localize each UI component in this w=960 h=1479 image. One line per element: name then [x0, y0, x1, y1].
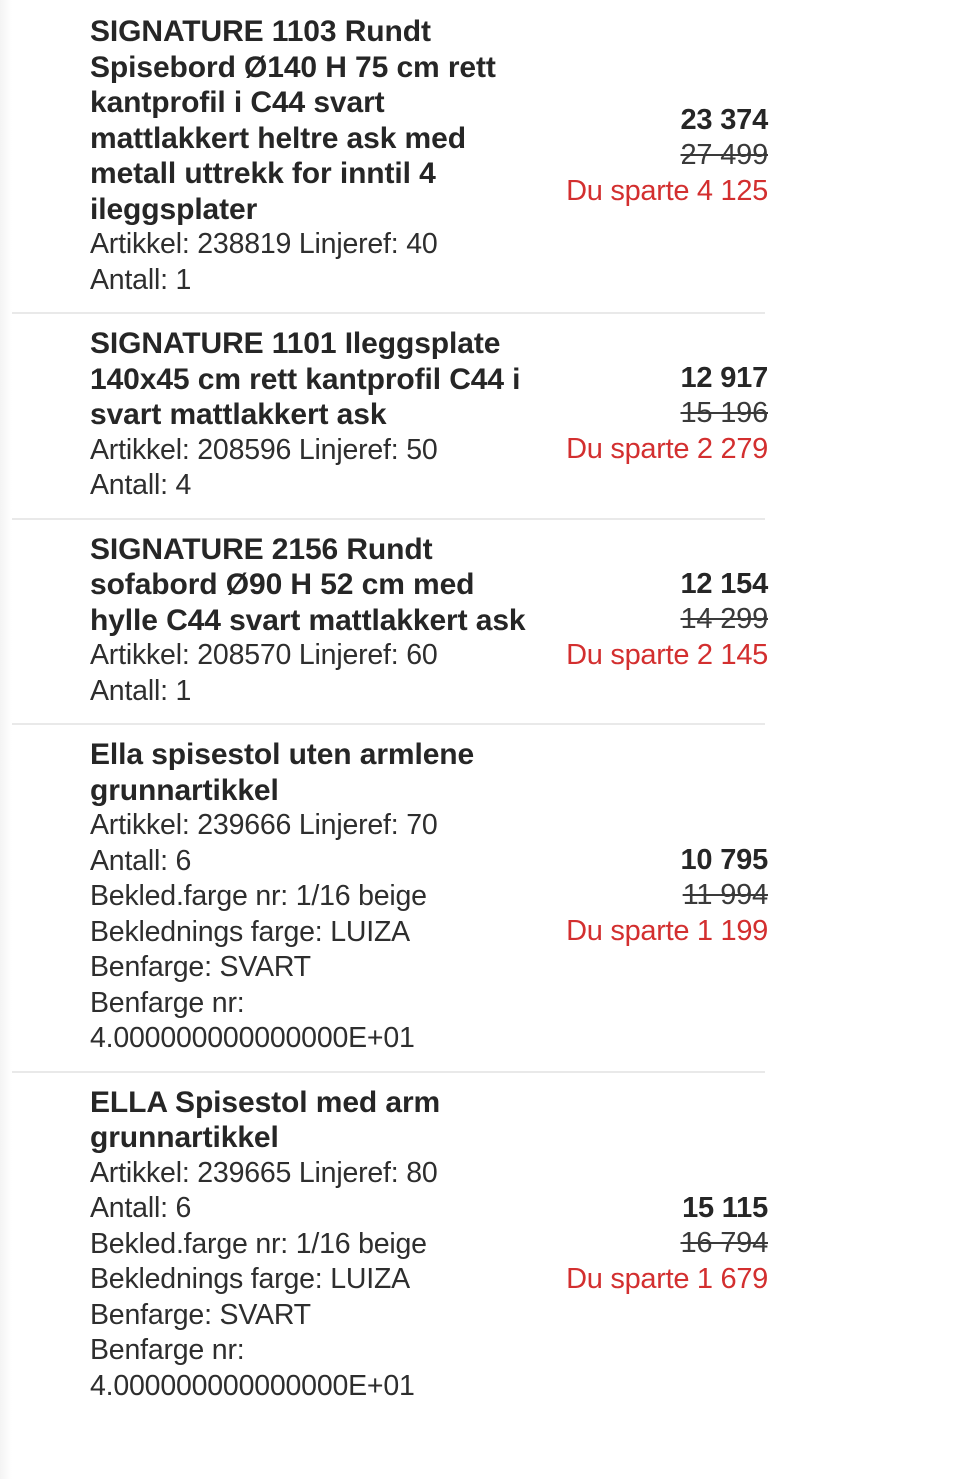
item-current-price: 12 154 — [680, 567, 768, 600]
item-article-ref: Artikkel: 208596 Linjeref: 50 — [90, 433, 438, 466]
item-title: SIGNATURE 1103 Rundt Spisebord Ø140 H 75 cm rett kantprofil i C44 svart mattlakkert heltre ask med metall uttrekk for inntil 4 ileggsplater — [90, 15, 496, 226]
item-article-ref: Artikkel: 208570 Linjeref: 60 — [90, 639, 438, 671]
item-article-ref: Artikkel: 239666 Linjeref: 70 — [90, 809, 438, 841]
item-savings: Du sparte 2 145 — [566, 638, 768, 671]
item-description — [90, 0, 550, 312]
order-line-item[interactable] — [0, 1071, 960, 1419]
item-current-price: 10 795 — [680, 844, 768, 877]
item-upholstery-color: Beklednings farge: LUIZA — [90, 1263, 410, 1295]
item-description — [90, 518, 550, 724]
item-original-price: 14 299 — [680, 602, 768, 635]
item-price-block — [550, 89, 960, 224]
item-savings: Du sparte 1 679 — [566, 1262, 768, 1295]
item-original-price: 15 196 — [680, 397, 768, 430]
item-price-block — [550, 553, 960, 688]
item-quantity: Antall: 1 — [90, 263, 192, 296]
item-price-block — [550, 347, 960, 482]
item-description — [90, 1071, 550, 1419]
order-line-item[interactable] — [0, 312, 960, 518]
item-current-price: 15 115 — [682, 1191, 768, 1224]
item-leg-color-number: Benfarge nr: 4.000000000000000E+01 — [90, 986, 415, 1054]
item-quantity: Antall: 6 — [90, 1192, 192, 1224]
item-current-price: 12 917 — [680, 362, 768, 395]
item-article-ref: Artikkel: 239665 Linjeref: 80 — [90, 1156, 438, 1189]
item-original-price: 16 794 — [680, 1226, 768, 1259]
order-line-item[interactable] — [0, 518, 960, 724]
item-leg-color: Benfarge: SVART — [90, 951, 311, 983]
item-title: SIGNATURE 1101 Ileggsplate 140x45 cm rett kantprofil C44 i svart mattlakkert ask — [90, 327, 521, 431]
item-original-price: 11 994 — [682, 879, 768, 912]
item-title: ELLA Spisestol med arm grunnartikkel — [90, 1085, 441, 1154]
item-title: SIGNATURE 2156 Rundt sofabord Ø90 H 52 cm med hylle C44 svart mattlakkert ask — [90, 532, 526, 637]
item-leg-color-number: Benfarge nr: 4.000000000000000E+01 — [90, 1334, 415, 1402]
item-quantity: Antall: 4 — [90, 469, 192, 501]
item-savings: Du sparte 4 125 — [566, 174, 768, 207]
item-quantity: Antall: 6 — [90, 844, 192, 877]
item-upholstery-color-number: Bekled.farge nr: 1/16 beige — [90, 880, 427, 912]
item-upholstery-color: Beklednings farge: LUIZA — [90, 915, 410, 948]
item-savings: Du sparte 1 199 — [566, 915, 768, 948]
item-price-block — [550, 829, 960, 964]
item-leg-color: Benfarge: SVART — [90, 1298, 311, 1331]
item-upholstery-color-number: Bekled.farge nr: 1/16 beige — [90, 1227, 427, 1260]
item-price-block — [550, 1177, 960, 1312]
item-description — [90, 723, 550, 1071]
item-description — [90, 312, 550, 518]
order-line-item[interactable] — [0, 0, 960, 312]
item-quantity: Antall: 1 — [90, 674, 192, 707]
order-line-item[interactable] — [0, 723, 960, 1071]
item-savings: Du sparte 2 279 — [566, 433, 768, 466]
item-article-ref: Artikkel: 238819 Linjeref: 40 — [90, 228, 438, 260]
item-title: Ella spisestol uten armlene grunnartikkel — [90, 738, 475, 807]
item-current-price: 23 374 — [680, 103, 768, 136]
item-original-price: 27 499 — [680, 138, 768, 171]
